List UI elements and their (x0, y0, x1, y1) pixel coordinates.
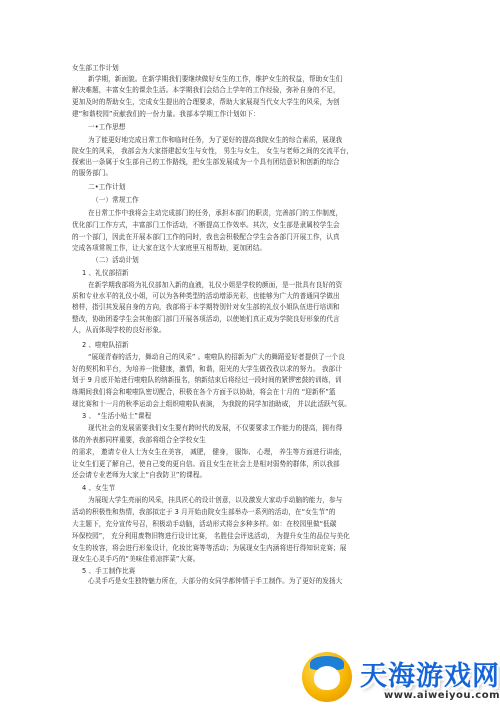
text-line: 新学期，新面貌。在新学期我们要继续做好女生的工作，维护女生的权益，帮助女生们 (88, 75, 343, 83)
text-line: 女生的妆容，将会进行形象设计，化妆比赛等等活动；为展现女生内涵将进行得知识竞赛；展 (72, 544, 347, 552)
text-line: 在日常工作中我将会主动完成部门的任务，承担本部门的职责，完善部门的工作制度， (88, 209, 343, 217)
site-watermark (300, 650, 500, 708)
text-line: 现女生心灵手巧的“美味佳肴凉拌菜”大赛。 (72, 555, 200, 563)
text-line: 优化部门工作方式，丰富部门工作活动，不断提高工作效率。其次，女生部是隶属校学生会 (72, 221, 340, 229)
text-line: 活动的积极性和热情，我部拟定于 3 月开始由院女生部举办一系列的活动，在“女生节”的 (72, 508, 336, 516)
text-line: 现代社会的发展需要我们女生要有跨时代的发展，不仅要要求工作能力的提高，拥有得 (88, 424, 343, 432)
text-line: 解决难题，丰富女生的课余生活。本学期我们会结合上学年的工作经验，弥补自身的不足， (72, 86, 340, 94)
text-line: 大主题下，充分宣传号召，积极动手动脑，活动形式将会多种多样。如：在校园里做“低碳 (72, 520, 337, 528)
text-line: 球比赛和十一月的秋季运动会上组织啦啦队表演， 为我院的同学加油助威， 并以此活跃气氛。 (72, 400, 351, 408)
text-line: 完成各项常规工作，让大家在这个大家庭里互相帮助，更加团结。 (72, 244, 267, 252)
text-line: 好的契机和平台，为培养一批健康，激情，和谐，阳光的大学生做孜孜以求的努力。 我部计 (72, 365, 342, 373)
text-line: 探索出一条属于女生部自己的工作路线，把女生部发展成为一个具有团结意识和创新的综合 (72, 158, 340, 166)
text-line: 1 、礼仪部招新 (82, 269, 129, 277)
text-line: 划于 9 月底开始进行啦啦队的纳新报名，纳新结束后将经过一段时间的紧锣密鼓的训练，训 (72, 376, 342, 384)
text-line: 为展现大学生亮丽的风采，挂具匠心的设计创意，以及激发大家动手动脑的能力，参与 (88, 496, 343, 504)
text-line: 的一个部门，因此在开展本部门工作的同时，我也会积极配合学生会各部门开展工作，认真 (72, 233, 340, 241)
text-line: 院女生的风采， 我部会为大家搭建起女生与女性， 男生与女生， 女生与老师之间的交流平台， (72, 147, 354, 155)
text-line: 为了能更好地完成日常工作和临时任务，为了更好的提高我院女生的综合素质，展现我 (88, 136, 343, 144)
text-line: 在新学期我部将为礼仪部加入新的血液，礼仪小姐是学校的颜面，是一批具有良好的资 (88, 281, 343, 289)
text-line: 整改，协助团委学生会其他部门部门开展各项活动，以使她们真正成为学院良好形象的代言 (72, 315, 340, 323)
text-line: 一•工作思想 (88, 123, 126, 131)
text-line: 体的外表都同样重要，我部将组合全学校女生 (72, 436, 206, 444)
text-line: （二）活动计划 (92, 256, 139, 264)
text-line: 5 、手工制作比赛 (82, 567, 136, 575)
text-line: 二•工作计划 (88, 183, 126, 191)
text-line: “展现青春的活力，舞动自己的风采” 。啦啦队的招新为广大的舞蹈爱好者提供了一个良 (88, 353, 345, 361)
text-line: 让女生们更了解自己，使自己变的更自信。而且女生在社会上是相对弱势的群体，所以我部 (72, 460, 340, 468)
document-title: 女生部工作计划 (72, 64, 119, 72)
text-line: 3 、 “生活小贴士”课程 (82, 412, 152, 420)
text-line: 练期间我们将会和啦啦队密切配合，积极在各个方面予以协助，将会在十月的 “迎新杯”篮 (72, 388, 336, 396)
text-line: 的需求， 邀请专业人士为女生在美容， 减肥， 健身， 服饰、 心理， 养生等方面进行讲座， (72, 448, 347, 456)
text-line: 还会请专业老师为大家上“自我防卫”的课程。 (72, 471, 207, 479)
mascot-logo-icon (302, 652, 352, 702)
text-line: （一）常规工作 (92, 196, 139, 204)
text-line: 4 、女生节 (82, 484, 116, 492)
text-line: 2 、啦啦队招新 (82, 341, 129, 349)
text-line: 质和专业水平的礼仪小姐，可以为各种类型的活动增添光彩，也能够为广大的普通同学做出 (72, 292, 340, 300)
text-line: 人，从而体现学校的良好形象。 (72, 326, 166, 334)
text-line: 建“和谐校园”贡献我们的一份力量。我部本学期工作计划如下： (72, 110, 260, 118)
text-line: 环保校园”， 充分利用废物旧物进行设计比赛， 名胜佳会评选活动， 为提升女生的品位与美化 (72, 532, 350, 540)
watermark-site-name: 天海游戏网 (360, 661, 500, 692)
mascot-face (314, 666, 340, 690)
text-line: 的服务部门。 (72, 169, 113, 177)
text-line: 更加及时的帮助女生，完成女生提出的合理要求，帮助大家展现当代女大学生的风采，为创 (72, 98, 340, 106)
text-line: 心灵手巧是女生独特魅力所在，大部分的女同学都钟情于手工制作。为了更好的发扬大 (88, 577, 343, 585)
watermark-url: www.aiweiyou.com (384, 690, 500, 701)
text-line: 榜样，指引其发展自身的方向，我部将于本学期特别针对女生部的礼仪小姐队伍进行培训和 (72, 303, 340, 311)
